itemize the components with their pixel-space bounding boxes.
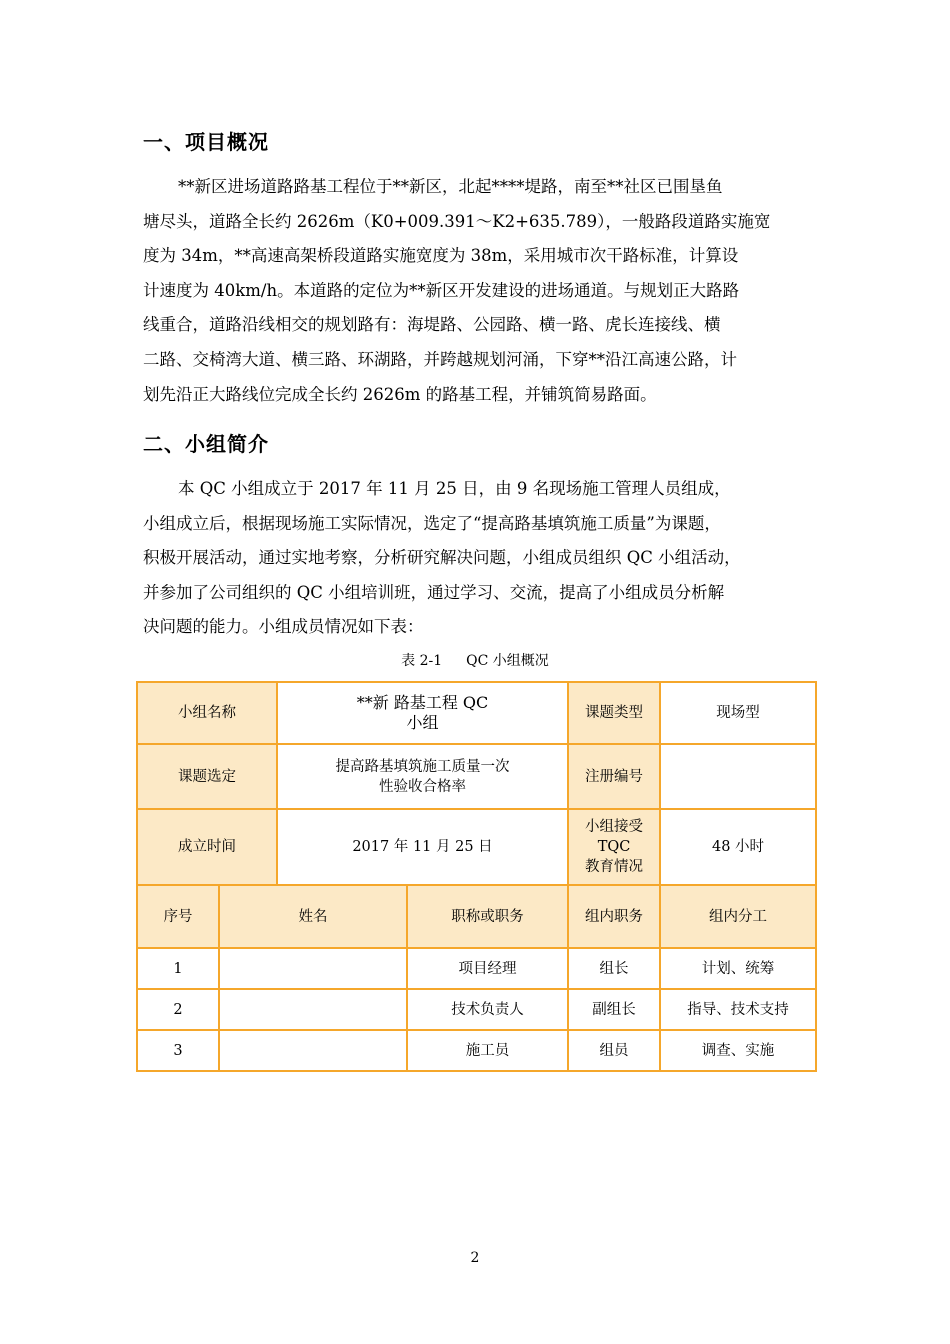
founded-value: 2017 年 11 月 25 日: [277, 809, 568, 885]
paragraph-line: **新区进场道路路基工程位于**新区，北起****堤路，南至**社区已围垦鱼: [178, 177, 723, 196]
paragraph-line: 并参加了公司组织的 QC 小组培训班，通过学习、交流，提高了小组成员分析解: [143, 582, 725, 602]
row-no: 1: [137, 948, 219, 989]
paragraph-line: 计速度为 40km/h。本道路的定位为**新区开发建设的进场通道。与规划正大路路: [143, 280, 740, 300]
page-number: 2: [470, 1250, 480, 1266]
topic-value: [277, 744, 568, 809]
table-row: [137, 948, 816, 989]
paragraph-line: 二路、交椅湾大道、横三路、环湖路，并跨越规划河涌，下穿**沿江高速公路，计: [143, 349, 737, 369]
paragraph-line: 本 QC 小组成立于 2017 年 11 月 25 日，由 9 名现场施工管理人员组成，: [178, 479, 731, 498]
topic-type-label: 课题类型: [568, 682, 660, 744]
topic-value-line: 性验收合格率: [379, 778, 467, 795]
group-name-value: [277, 682, 568, 744]
row-role: 组员: [568, 1030, 660, 1071]
paragraph-line: 小组成立后，根据现场施工实际情况，选定了“提高路基填筑施工质量”为课题，: [143, 513, 721, 533]
header-no: 序号: [137, 885, 219, 948]
section-heading-overview: 一、项目概况: [143, 130, 269, 154]
tqc-label: [568, 809, 660, 885]
table-caption-number: 表 2-1: [401, 653, 443, 669]
topic-value-line: 提高路基填筑施工质量一次: [335, 758, 510, 775]
row-duty: 指导、技术支持: [660, 989, 816, 1030]
tqc-value: 48 小时: [660, 809, 816, 885]
tqc-label-line: 小组接受 TQC: [585, 819, 644, 855]
topic-type-value: 现场型: [660, 682, 816, 744]
group-name-value-line: 小组: [406, 713, 439, 732]
table-row: [137, 989, 816, 1030]
header-name: 姓名: [219, 885, 407, 948]
row-role: 副组长: [568, 989, 660, 1030]
tqc-label-line: 教育情况: [585, 859, 644, 875]
row-name: [219, 989, 407, 1030]
header-role: 组内职务: [568, 885, 660, 948]
paragraph-line: 决问题的能力。小组成员情况如下表：: [143, 617, 424, 637]
header-duty: 组内分工: [660, 885, 816, 948]
registration-value: [660, 744, 816, 809]
row-duty: 调查、实施: [660, 1030, 816, 1071]
header-title: 职称或职务: [407, 885, 568, 948]
table-caption: [0, 650, 950, 670]
row-name: [219, 948, 407, 989]
registration-label: 注册编号: [568, 744, 660, 809]
row-duty: 计划、统筹: [660, 948, 816, 989]
paragraph-line: 积极开展活动，通过实地考察，分析研究解决问题，小组成员组织 QC 小组活动，: [143, 548, 741, 568]
row-role: 组长: [568, 948, 660, 989]
founded-label: 成立时间: [137, 809, 277, 885]
group-name-label: 小组名称: [137, 682, 277, 744]
overview-paragraph: [143, 170, 815, 412]
row-title: 项目经理: [407, 948, 568, 989]
table-caption-title: QC 小组概况: [466, 653, 549, 669]
paragraph-line: 划先沿正大路线位完成全长约 2626m 的路基工程，并铺筑简易路面。: [143, 384, 657, 404]
row-name: [219, 1030, 407, 1071]
row-no: 3: [137, 1030, 219, 1071]
row-no: 2: [137, 989, 219, 1030]
qc-group-table: [136, 681, 817, 1072]
row-title: 技术负责人: [407, 989, 568, 1030]
table-row: [137, 1030, 816, 1071]
paragraph-line: 线重合，道路沿线相交的规划路有：海堤路、公园路、横一路、虎长连接线、横: [143, 315, 721, 335]
group-intro-paragraph: [143, 472, 815, 645]
paragraph-line: 度为 34m，**高速高架桥段道路实施宽度为 38m，采用城市次干路标准，计算设: [143, 246, 739, 266]
group-name-value-line: **新 路基工程 QC: [356, 693, 489, 712]
paragraph-line: 塘尽头，道路全长约 2626m（K0+009.391～K2+635.789），一般路段道路实施宽: [143, 211, 771, 231]
section-heading-group-intro: 二、小组简介: [143, 432, 269, 456]
row-title: 施工员: [407, 1030, 568, 1071]
topic-label: 课题选定: [137, 744, 277, 809]
